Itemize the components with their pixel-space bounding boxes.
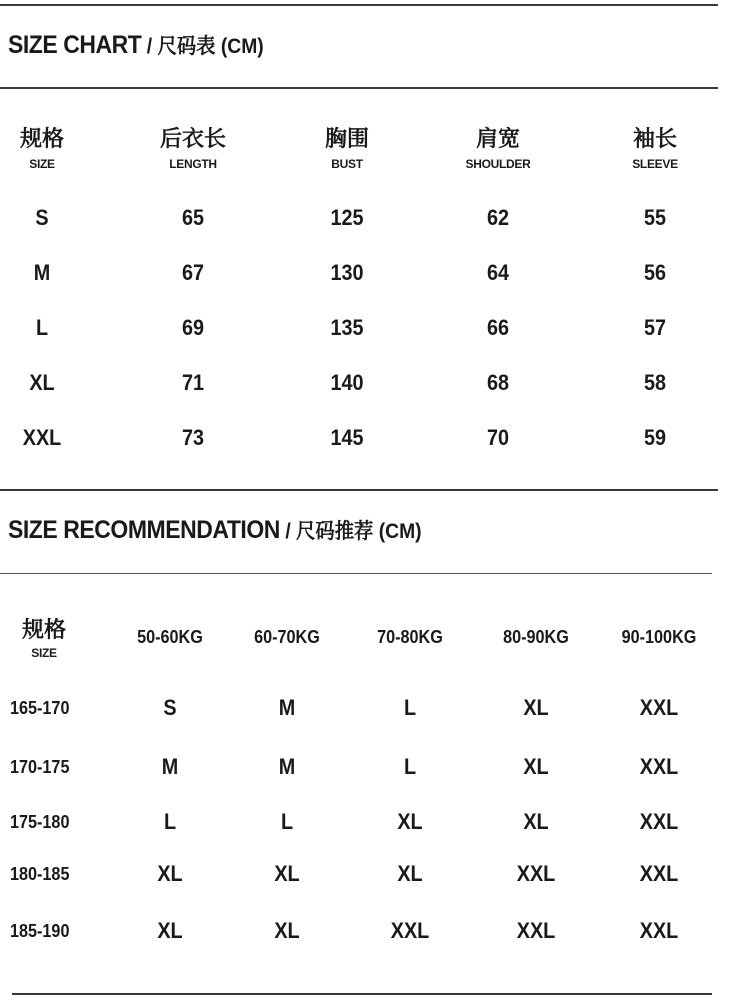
size-chart-title-text: SIZE CHART <box>8 31 142 59</box>
column-header <box>325 126 369 172</box>
recommended-size-cell: M <box>161 754 179 779</box>
measurement-cell: 55 <box>643 205 667 230</box>
recommended-size-cell: XL <box>157 861 183 886</box>
recommended-size-cell: XXL <box>639 918 679 943</box>
column-header-cn: 袖长 <box>632 126 677 151</box>
recommended-size-cell: XL <box>274 918 300 943</box>
column-header <box>466 126 531 172</box>
recommended-size-cell: XXL <box>639 695 679 720</box>
recommended-size-cell: XXL <box>516 861 556 886</box>
recommended-size-cell: L <box>280 809 294 834</box>
size-label: M <box>33 260 51 285</box>
corner-header <box>22 617 66 661</box>
measurement-cell: 67 <box>181 260 205 285</box>
recommended-size-cell: XL <box>274 861 300 886</box>
recommended-size-cell: S <box>163 695 177 720</box>
recommended-size-cell: XXL <box>390 918 430 943</box>
measurement-cell: 73 <box>181 425 205 450</box>
corner-header-cn: 规格 <box>21 617 67 642</box>
recommended-size-cell: XL <box>397 861 423 886</box>
measurement-cell: 65 <box>181 205 205 230</box>
height-range-label: 180-185 <box>10 864 70 884</box>
column-header-cn: 规格 <box>19 126 65 151</box>
weight-header: 90-100KG <box>621 627 697 647</box>
size-label: XXL <box>22 425 62 450</box>
recommended-size-cell: XXL <box>639 809 679 834</box>
column-header-en: LENGTH <box>169 157 217 171</box>
weight-header: 50-60KG <box>137 627 203 647</box>
column-header <box>160 126 226 172</box>
measurement-cell: 71 <box>181 370 205 395</box>
height-range-label: 185-190 <box>10 921 70 941</box>
measurement-cell: 64 <box>486 260 510 285</box>
column-header <box>20 126 64 172</box>
size-recommendation-title-subtitle: / 尺码推荐 (CM) <box>279 520 422 543</box>
measurement-cell: 68 <box>486 370 510 395</box>
measurement-cell: 58 <box>643 370 667 395</box>
weight-header: 60-70KG <box>254 627 320 647</box>
corner-header-en: SIZE <box>31 646 57 660</box>
recommended-size-cell: XL <box>523 695 549 720</box>
size-recommendation-title-text: SIZE RECOMMENDATION <box>8 516 280 544</box>
measurement-cell: 57 <box>643 315 667 340</box>
height-range-label: 175-180 <box>10 812 70 832</box>
height-range-label: 165-170 <box>10 698 70 718</box>
size-chart-title-rule <box>0 87 718 89</box>
measurement-cell: 135 <box>330 315 364 340</box>
column-header-en: SLEEVE <box>632 157 678 171</box>
column-header-cn: 肩宽 <box>475 126 520 151</box>
recommended-size-cell: L <box>403 695 417 720</box>
recommendation-bottom-rule <box>12 993 712 995</box>
recommended-size-cell: L <box>403 754 417 779</box>
measurement-cell: 56 <box>643 260 667 285</box>
recommended-size-cell: L <box>163 809 177 834</box>
weight-header: 80-90KG <box>503 627 569 647</box>
column-header-en: BUST <box>331 157 363 171</box>
column-header-en: SHOULDER <box>465 157 531 171</box>
column-header-cn: 后衣长 <box>159 126 227 151</box>
recommended-size-cell: XXL <box>639 754 679 779</box>
recommendation-title-rule <box>0 573 712 574</box>
recommended-size-cell: XXL <box>639 861 679 886</box>
weight-header: 70-80KG <box>377 627 443 647</box>
top-rule <box>0 4 718 6</box>
measurement-cell: 59 <box>643 425 667 450</box>
size-recommendation-title <box>8 515 422 545</box>
column-header-cn: 胸围 <box>324 126 370 151</box>
column-header-en: SIZE <box>29 157 55 171</box>
recommended-size-cell: M <box>278 695 296 720</box>
recommended-size-cell: XXL <box>516 918 556 943</box>
size-chart-title <box>8 30 264 60</box>
recommended-size-cell: XL <box>523 754 549 779</box>
measurement-cell: 140 <box>330 370 364 395</box>
recommended-size-cell: XL <box>397 809 423 834</box>
measurement-cell: 62 <box>486 205 510 230</box>
size-label: L <box>35 315 49 340</box>
recommended-size-cell: XL <box>157 918 183 943</box>
measurement-cell: 125 <box>330 205 364 230</box>
size-chart-title-subtitle: / 尺码表 (CM) <box>141 35 264 58</box>
size-chart-bottom-rule <box>0 489 718 491</box>
measurement-cell: 69 <box>181 315 205 340</box>
recommended-size-cell: XL <box>523 809 549 834</box>
size-label: S <box>35 205 49 230</box>
measurement-cell: 66 <box>486 315 510 340</box>
column-header <box>632 126 678 172</box>
height-range-label: 170-175 <box>10 757 70 777</box>
measurement-cell: 70 <box>486 425 510 450</box>
measurement-cell: 145 <box>330 425 364 450</box>
measurement-cell: 130 <box>330 260 364 285</box>
size-label: XL <box>29 370 55 395</box>
recommended-size-cell: M <box>278 754 296 779</box>
